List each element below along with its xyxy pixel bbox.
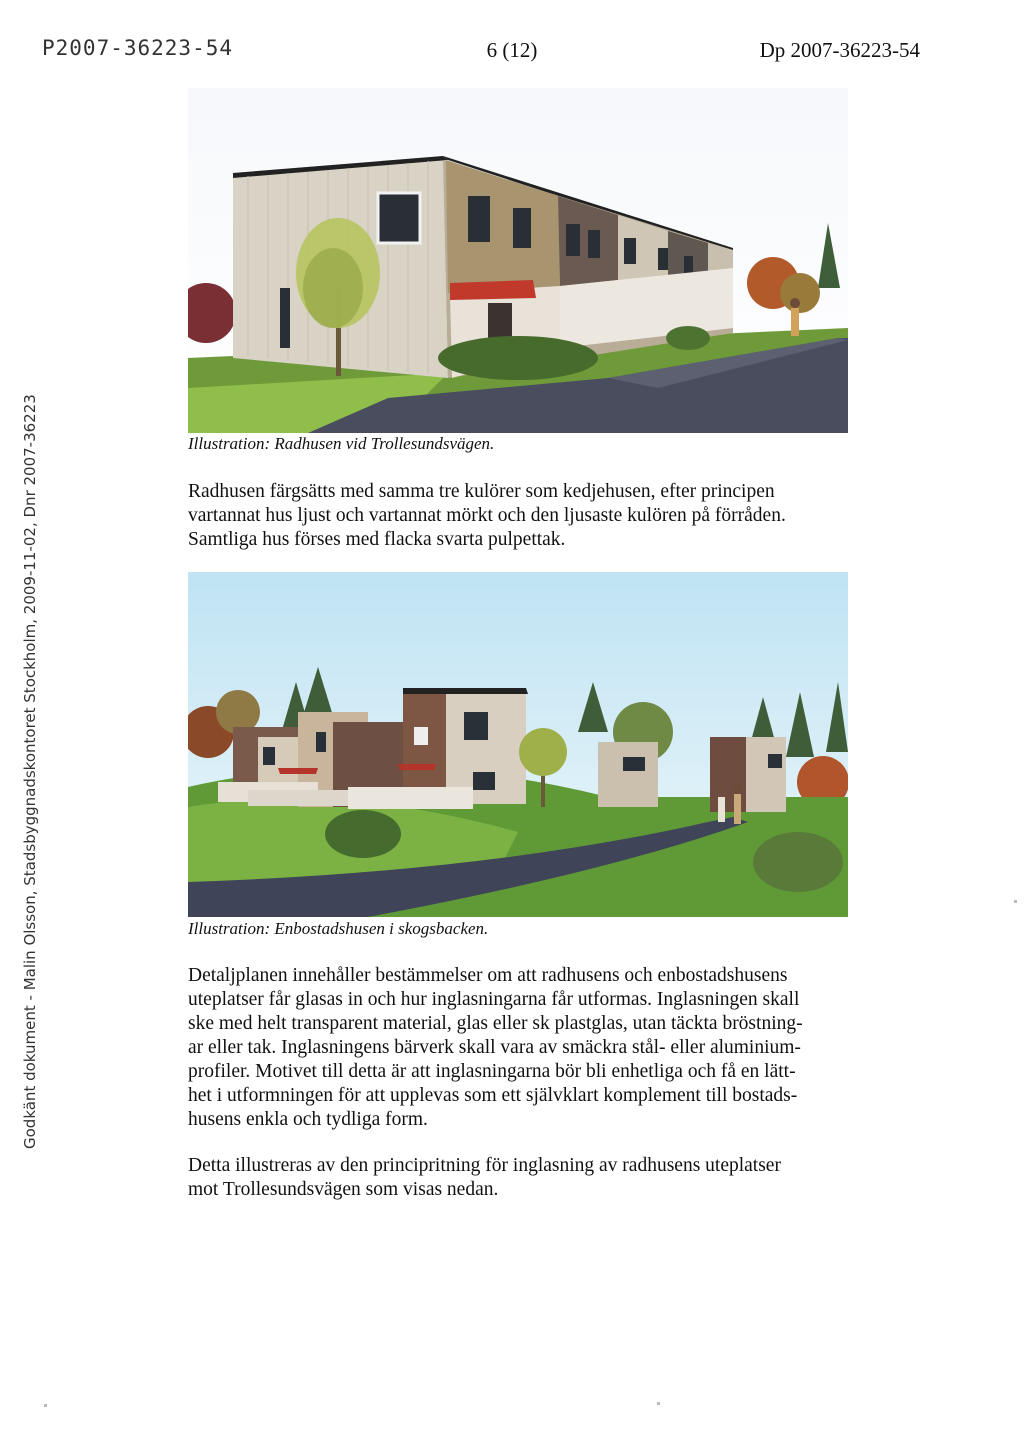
paragraph (188, 1154, 848, 1202)
figure-caption: Illustration: Enbostadshusen i skogsbacken. (188, 919, 489, 938)
scan-speck (44, 1404, 47, 1407)
text-line: profiler. Motivet till detta är att inglasningarna bör bli enhetliga och få en lätt- (188, 1061, 796, 1082)
page-number: 6 (12) (486, 38, 538, 62)
detached-houses-rendering (188, 572, 848, 917)
text-line: Detta illustreras av den principritning för inglasning av radhusens uteplatser (188, 1155, 781, 1176)
text-line: vartannat hus ljust och vartannat mörkt och den ljusaste kulören på förråden. (188, 505, 786, 526)
text-line: mot Trollesundsvägen som visas nedan. (188, 1179, 499, 1200)
text-line: het i utformningen för att upplevas som ett självklart komplement till bostads- (188, 1085, 798, 1106)
text-line: Samtliga hus förses med flacka svarta pulpettak. (188, 529, 566, 550)
text-line: ar eller tak. Inglasningens bärverk skall vara av smäckra stål- eller aluminium- (188, 1037, 801, 1058)
illustration-detached-houses (188, 572, 848, 917)
paragraph (188, 480, 848, 552)
text-line: Detaljplanen innehåller bestämmelser om att radhusens och enbostadshusens (188, 965, 788, 986)
approval-side-text-label: Godkänt dokument - Malin Olsson, Stadsbyggnadskontoret Stockholm, 2009-11-02, Dnr 2007-36223 (21, 394, 39, 1149)
paragraph (188, 964, 848, 1132)
scan-speck (657, 1402, 660, 1405)
scan-speck (1014, 900, 1017, 903)
text-line: Radhusen färgsätts med samma tre kulörer som kedjehusen, efter principen (188, 481, 775, 502)
text-line: ske med helt transparent material, glas eller sk plastglas, utan täckta bröstning- (188, 1013, 803, 1034)
text-line: husens enkla och tydliga form. (188, 1109, 428, 1130)
document-stamp: P2007-36223-54 (42, 36, 234, 60)
figure-caption: Illustration: Radhusen vid Trollesundsvägen. (188, 434, 495, 453)
illustration-row-houses (188, 88, 848, 433)
row-houses-rendering (188, 88, 848, 433)
text-line: uteplatser får glasas in och hur inglasningarna får utformas. Inglasningen skall (188, 989, 800, 1010)
document-reference: Dp 2007-36223-54 (759, 38, 920, 62)
